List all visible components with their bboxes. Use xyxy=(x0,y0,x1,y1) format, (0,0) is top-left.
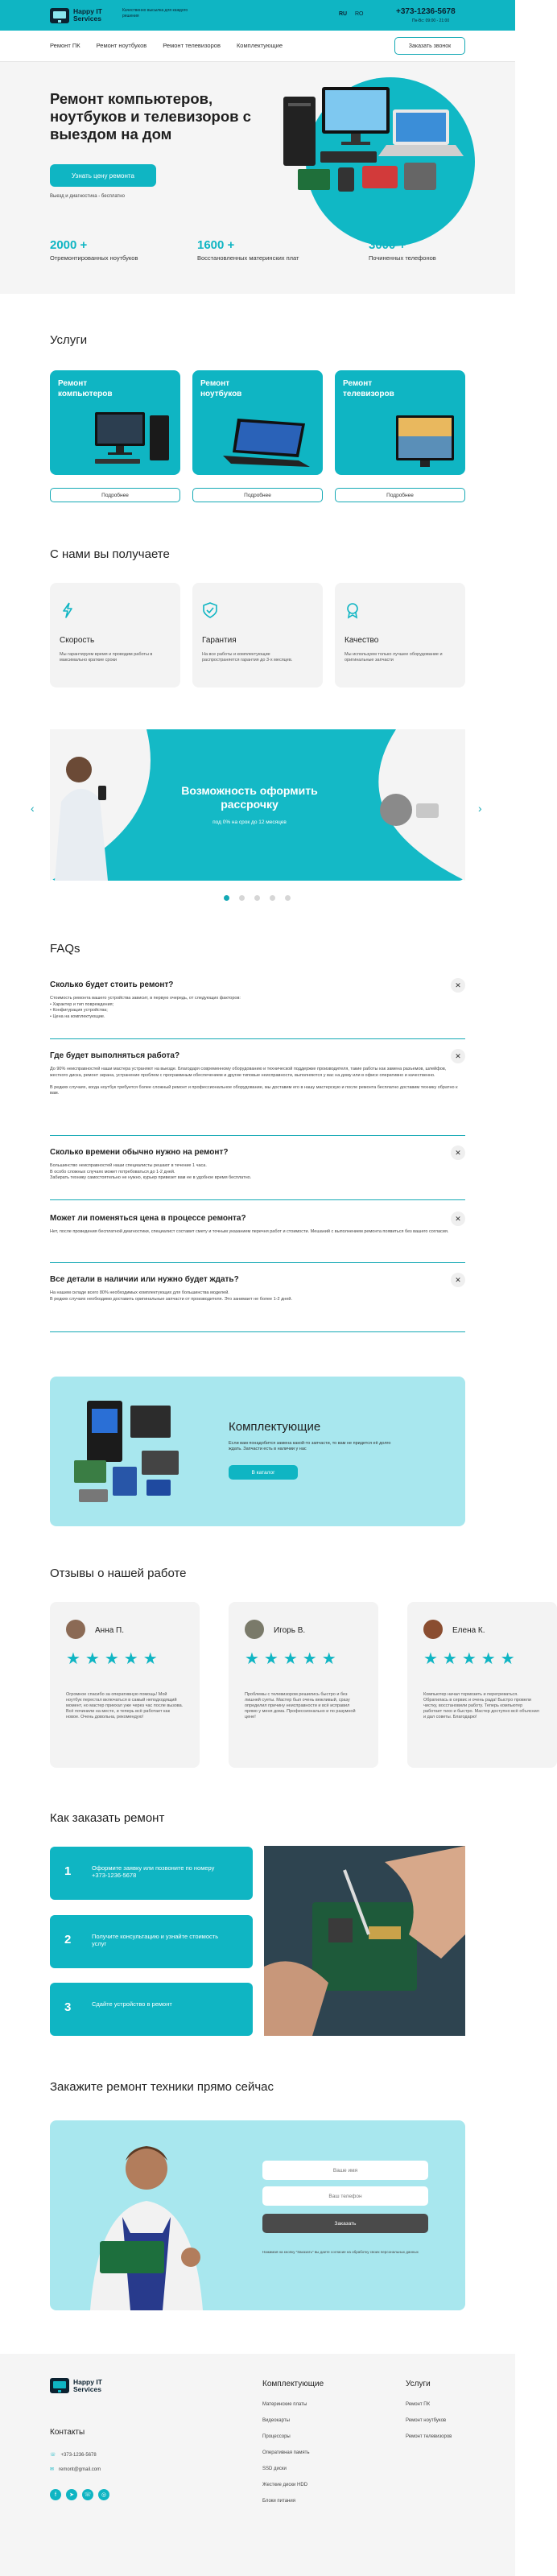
instagram-icon[interactable]: ◎ xyxy=(98,2489,109,2500)
review-text: Компьютер начал тормозить и перегреваться. Обратилась в сервис и очень рада! Быстро провели чистку, восстановили работу. Теперь компьютер работает тихо и быстро. Мастер доступно всё объяснил и дал советы. Благодарю! xyxy=(423,1692,539,1719)
technician-illustration xyxy=(50,2120,243,2310)
star-badge-icon xyxy=(345,602,361,618)
monitor-logo-icon xyxy=(50,2378,69,2393)
order-step xyxy=(50,1847,253,1900)
components-text: Если вам понадобится замена какой-то запчасти, то вам не придется её долго ждать. Запчасти есть в наличии у нас xyxy=(229,1441,391,1451)
reviewer-name: Елена К. xyxy=(452,1626,485,1635)
faq-item[interactable] xyxy=(50,1214,465,1236)
lightning-icon xyxy=(60,602,76,618)
hero-devices-image xyxy=(274,82,475,203)
footer-email[interactable] xyxy=(50,2467,101,2472)
order-button[interactable]: Заказать xyxy=(262,2214,428,2233)
components-title: Комплектующие xyxy=(229,1420,321,1434)
footer-link[interactable]: Ремонт ноутбуков xyxy=(406,2418,447,2423)
benefit-title: Качество xyxy=(345,636,379,645)
faq-divider xyxy=(50,1135,465,1136)
footer-components-title: Комплектующие xyxy=(262,2380,324,2388)
reviewer-name: Игорь В. xyxy=(274,1626,306,1635)
stat-label: Починенных телефонов xyxy=(369,254,436,262)
close-icon[interactable]: ✕ xyxy=(451,1212,465,1226)
benefits-title: С нами вы получаете xyxy=(50,547,170,561)
avatar xyxy=(66,1620,85,1639)
service-more-button[interactable]: Подробнее xyxy=(50,488,180,502)
faq-answer: Нет, после проведения бесплатной диагностики, специалист составит смету и точным указанием перечня работ и стоимости. Мешаний с выполнением ремонта появиться без вашего согласия. xyxy=(50,1229,449,1234)
faq-answer: Стоимость ремонта вашего устройства зависит, в первую очередь, от следующих факторов: • Характер и тип повреждения; • Конфигурация устройства; • Цена на комплектующие. xyxy=(50,996,241,1019)
reviews-title: Отзывы о нашей работе xyxy=(50,1567,187,1580)
logo-line2: Services xyxy=(73,14,101,23)
review-text: Огромное спасибо за оперативную помощь! Мой ноутбук перестал включаться в самый неподходящий момент, но мастер приехал уже через час после вызова. Всё починили на месте, и теперь всё работает как новое. Очень довольна, рекомендую! xyxy=(66,1692,184,1719)
benefit-text: На все работы и комплектующие распространяется гарантия до 3-х месяцев. xyxy=(202,652,293,663)
step-number: 2 xyxy=(64,1933,72,1946)
faq-item[interactable] xyxy=(50,1148,465,1182)
benefit-title: Гарантия xyxy=(202,636,237,645)
nav-item-tv[interactable]: Ремонт телевизоров xyxy=(163,42,221,49)
footer-link[interactable]: Видеокарты xyxy=(262,2418,290,2423)
service-title: Ремонт компьютеров xyxy=(58,379,113,398)
footer-phone-text: +373-1236-5678 xyxy=(60,2452,97,2458)
order-step xyxy=(50,1983,253,2036)
service-card-pc[interactable] xyxy=(50,370,180,475)
price-button[interactable]: Узнать цену ремонта xyxy=(50,164,156,187)
service-title: Ремонт ноутбуков xyxy=(200,379,242,398)
footer-link[interactable]: Ремонт телевизоров xyxy=(406,2434,452,2439)
benefit-title: Скорость xyxy=(60,636,95,645)
review-text: Проблемы с телевизором решились быстро и без лишней суеты. Мастер был очень вежливый, сразу определил причину неисправности и всё исправил прямо у меня дома. Профессионально и по разумной цене! xyxy=(245,1692,356,1719)
footer-services-title: Услуги xyxy=(406,2380,431,2388)
repair-photo xyxy=(264,1846,465,2036)
reviewer-name: Анна П. xyxy=(95,1626,125,1635)
services-title: Услуги xyxy=(50,333,88,347)
carousel-next-icon[interactable]: › xyxy=(478,802,482,815)
stat-value: 1600 + xyxy=(197,238,235,252)
footer-link[interactable]: SSD диски xyxy=(262,2467,287,2471)
faq-item[interactable] xyxy=(50,1275,465,1302)
service-card-laptop[interactable] xyxy=(192,370,323,475)
close-icon[interactable]: ✕ xyxy=(451,978,465,993)
faq-answer: Большинство неисправностей наши специалисты решают в течение 1 часа. В особо сложных случаях может потребоваться до 1-2 дней. Забирать технику самостоятельно не нужно, курьер привезет вам ее в удобное время бесплатно. xyxy=(50,1163,252,1180)
faq-item[interactable] xyxy=(50,1051,465,1097)
faq-question: Может ли поменяться цена в процессе ремонта? xyxy=(50,1214,246,1223)
review-card xyxy=(407,1602,557,1768)
callback-button[interactable]: Заказать звонок xyxy=(394,37,465,55)
carousel-dot[interactable] xyxy=(239,895,245,901)
faq-item[interactable] xyxy=(50,980,465,1020)
benefit-card-quality xyxy=(335,583,465,687)
star-rating-icon: ★★★★★ xyxy=(66,1650,163,1668)
benefit-card-warranty xyxy=(192,583,323,687)
close-icon[interactable]: ✕ xyxy=(451,1049,465,1063)
close-icon[interactable]: ✕ xyxy=(451,1273,465,1287)
benefit-text: Мы гарантируем время и проводим работы в максимально краткие сроки xyxy=(60,652,153,663)
stat-value: 3000 + xyxy=(369,238,406,252)
stat-label: Отремонтированных ноутбуков xyxy=(50,254,138,262)
footer-link[interactable]: Блоки питания xyxy=(262,2499,295,2504)
footer-phone[interactable] xyxy=(50,2452,97,2458)
carousel-dot[interactable] xyxy=(285,895,291,901)
hero-note: Выезд и диагностика - бесплатно xyxy=(50,194,125,199)
viber-icon[interactable]: ☏ xyxy=(82,2489,93,2500)
order-step xyxy=(50,1915,253,1968)
carousel-dots xyxy=(224,895,291,901)
components-image xyxy=(50,1377,211,1526)
hero-title: Ремонт компьютеров, ноутбуков и телевизоров с выездом на дом xyxy=(50,90,251,142)
telegram-icon[interactable]: ➤ xyxy=(66,2489,77,2500)
benefit-card-speed xyxy=(50,583,180,687)
stat-motherboards xyxy=(197,238,299,262)
service-card-tv[interactable] xyxy=(335,370,465,475)
nav-item-components[interactable]: Комплектующие xyxy=(236,42,283,49)
logo-line1: Happy IT xyxy=(73,2377,102,2386)
stat-laptops xyxy=(50,238,138,262)
faq-divider xyxy=(50,1199,465,1200)
facebook-icon[interactable]: f xyxy=(50,2489,61,2500)
header-phone[interactable]: +373-1236-5678 xyxy=(396,7,456,16)
footer-email-text: remont@gmail.com xyxy=(59,2467,101,2472)
faq-question: Где будет выполняться работа? xyxy=(50,1051,180,1060)
nav-item-pc[interactable]: Ремонт ПК xyxy=(50,42,80,49)
monitor-logo-icon xyxy=(50,8,69,23)
logo-line2: Services xyxy=(73,2384,101,2393)
avatar xyxy=(423,1620,443,1639)
phone-icon: ☏ xyxy=(50,2453,56,2458)
faq-title: FAQs xyxy=(50,942,80,956)
lang-ru[interactable]: RU xyxy=(339,11,348,17)
service-more-button[interactable]: Подробнее xyxy=(192,488,323,502)
footer-link[interactable]: Ремонт ПК xyxy=(406,2402,431,2407)
logo[interactable] xyxy=(50,6,102,24)
carousel-dot[interactable] xyxy=(254,895,260,901)
footer-contacts-title: Контакты xyxy=(50,2428,85,2437)
benefit-text: Мы используем только лучшее оборудование и оригинальные запчасти xyxy=(345,652,443,663)
carousel-dot[interactable] xyxy=(270,895,275,901)
faq-question: Сколько будет стоить ремонт? xyxy=(50,980,174,989)
step-number: 3 xyxy=(64,2000,72,2014)
nav-item-laptops[interactable]: Ремонт ноутбуков xyxy=(96,42,147,49)
stat-label: Восстановленных материнских плат xyxy=(197,254,299,262)
footer-link[interactable]: Оперативная память xyxy=(262,2450,310,2455)
faq-divider xyxy=(50,1331,465,1332)
star-rating-icon: ★★★★★ xyxy=(423,1650,520,1668)
service-title: Ремонт телевизоров xyxy=(343,379,394,398)
carousel-dot[interactable] xyxy=(224,895,229,901)
catalog-button[interactable]: В каталог xyxy=(229,1465,298,1480)
consent-note: Нажимая на кнопку "Заказать" вы даете согласие на обработку своих персональных данных xyxy=(262,2250,419,2254)
tagline: Качественно высылка для каждого решения xyxy=(122,8,188,19)
shield-check-icon xyxy=(202,602,218,618)
banner-subtitle: под 0% на срок до 12 месяцев xyxy=(212,819,287,825)
main-nav xyxy=(50,42,283,49)
banner-title: Возможность оформить рассрочку xyxy=(181,784,318,811)
close-icon[interactable]: ✕ xyxy=(451,1146,465,1160)
callback-form-title: Закажите ремонт техники прямо сейчас xyxy=(50,2080,274,2094)
footer-link[interactable]: Процессоры xyxy=(262,2434,291,2439)
footer-link[interactable]: Материнские платы xyxy=(262,2402,307,2407)
faq-divider xyxy=(50,1038,465,1039)
star-rating-icon: ★★★★★ xyxy=(245,1650,341,1668)
step-text: Получите консультацию и узнайте стоимость услуг xyxy=(92,1933,219,1947)
logo-line1: Happy IT xyxy=(73,7,102,15)
name-input[interactable] xyxy=(262,2161,428,2180)
tv-icon xyxy=(380,412,457,470)
faq-question: Сколько времени обычно нужно на ремонт? xyxy=(50,1148,229,1157)
review-card xyxy=(50,1602,200,1768)
stat-phones xyxy=(369,238,436,262)
faq-question: Все детали в наличии или нужно будет ждать? xyxy=(50,1275,239,1284)
footer-logo[interactable] xyxy=(50,2378,102,2393)
carousel-prev-icon[interactable]: ‹ xyxy=(31,802,35,815)
faq-divider xyxy=(50,1262,465,1263)
step-text: Оформите заявку или позвоните по номеру +373-1236-5678 xyxy=(92,1864,215,1879)
desktop-pc-icon xyxy=(92,407,172,470)
header-hours: Пн-Вс: 09:00 - 21:00 xyxy=(412,19,450,23)
repair-photo-illustration xyxy=(264,1846,465,2036)
faq-answer: До 90% неисправностей наши мастера устраняют на выезде. Благодаря современному оборудованию и технической поддержке производителя, такие работы как замена разъемов, шлейфов, жесткого диска, ремонт экрана, устранение проблем с программным обеспечением и другие типовые неисправности, выполняются у вас на дому или в офисе оперативно и качественно. В редких случаях, когда ноутбук требуется более сложный ремонт и профессиональное оборудование, мы доставим его в нашу мастерскую и после ремонта бесплатно доставим технику обратно к вам. xyxy=(50,1067,458,1096)
step-number: 1 xyxy=(64,1864,72,1878)
laptop-icon xyxy=(218,414,315,470)
lang-ro[interactable]: RO xyxy=(355,11,364,17)
step-text: Сдайте устройство в ремонт xyxy=(92,2000,172,2008)
order-title: Как заказать ремонт xyxy=(50,1811,165,1825)
review-card xyxy=(229,1602,378,1768)
phone-input[interactable] xyxy=(262,2186,428,2206)
stat-value: 2000 + xyxy=(50,238,88,252)
footer-link[interactable]: Жесткие диски HDD xyxy=(262,2483,308,2487)
mail-icon: ✉ xyxy=(50,2467,55,2472)
avatar xyxy=(245,1620,264,1639)
faq-answer: На нашем складе всего 80% необходимых комплектующих для большинства моделей. В редких случаях необходимо доставить оригинальные запчасти от производителя. Это занимает не более 1-2 дней. xyxy=(50,1290,292,1302)
service-more-button[interactable]: Подробнее xyxy=(335,488,465,502)
